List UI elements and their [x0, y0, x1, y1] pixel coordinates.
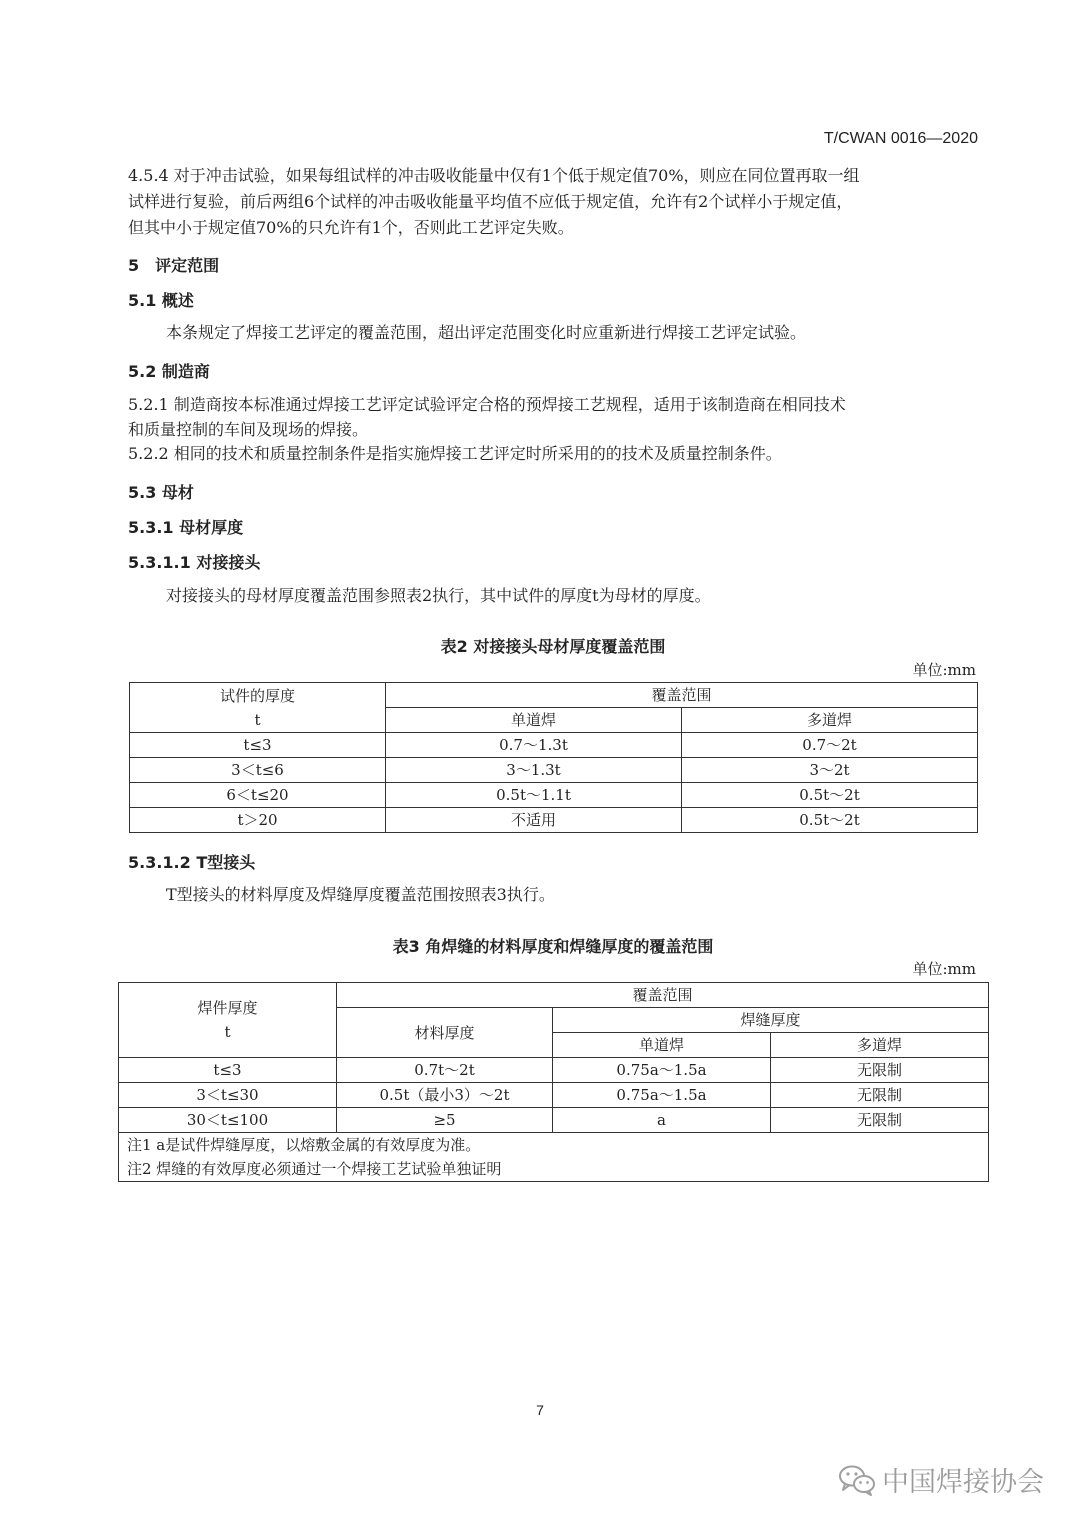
- clause-4-5-4-line-1: 4.5.4 对于冲击试验，如果每组试样的冲击吸收能量中仅有1个低于规定值70%，则应在同位置再取一组: [128, 166, 860, 185]
- section-5-3-heading: 5.3 母材: [128, 483, 194, 502]
- table2-cell-multi: 0.7～2t: [682, 733, 978, 758]
- table3-cell-single: 0.75a～1.5a: [553, 1058, 771, 1083]
- section-5-1-heading: 5.1 概述: [128, 291, 194, 310]
- table2-cell-single: 0.7～1.3t: [386, 733, 682, 758]
- table3-cell-multi: 无限制: [771, 1108, 989, 1133]
- table3-cell-single: a: [553, 1108, 771, 1133]
- section-5-3-1-2-heading: 5.3.1.2 T型接头: [128, 853, 256, 872]
- table3-cell-material: 0.5t（最小3）～2t: [337, 1083, 553, 1108]
- table3-cell-multi: 无限制: [771, 1058, 989, 1083]
- table2: [129, 682, 978, 833]
- document-code: T/CWAN 0016—2020: [823, 130, 978, 147]
- clause-4-5-4-line-2: 试样进行复验，前后两组6个试样的冲击吸收能量平均值不应低于规定值，允许有2个试样小于规定值，: [128, 192, 853, 211]
- table2-cell-single: 0.5t～1.1t: [386, 783, 682, 808]
- section-5-3-1-1-heading: 5.3.1.1 对接接头: [128, 553, 261, 572]
- table3-head-multi: 多道焊: [771, 1033, 989, 1058]
- clause-5-2-2: 5.2.2 相同的技术和质量控制条件是指实施焊接工艺评定时所采用的的技术及质量控制条件。: [128, 444, 782, 463]
- section-5-3-1-heading: 5.3.1 母材厚度: [128, 518, 244, 537]
- clause-4-5-4-line-3: 但其中小于规定值70%的只允许有1个，否则此工艺评定失败。: [128, 218, 574, 237]
- table3-head-single: 单道焊: [553, 1033, 771, 1058]
- table2-cell-single: 3～1.3t: [386, 758, 682, 783]
- table-row: [119, 1083, 989, 1108]
- wechat-icon: [838, 1464, 876, 1496]
- table-row: [130, 758, 978, 783]
- table2-head-multi: 多道焊: [682, 708, 978, 733]
- clause-5-2-1-line-1: 5.2.1 制造商按本标准通过焊接工艺评定试验评定合格的预焊接工艺规程，适用于该制造商在相同技术: [128, 395, 846, 414]
- section-5-3-1-1-text: 对接接头的母材厚度覆盖范围参照表2执行，其中试件的厚度t为母材的厚度。: [166, 586, 711, 605]
- table2-caption: 表2 对接接头母材厚度覆盖范围: [440, 637, 666, 656]
- table-row: [130, 783, 978, 808]
- table3: [118, 982, 989, 1182]
- section-5-1-text: 本条规定了焊接工艺评定的覆盖范围，超出评定范围变化时应重新进行焊接工艺评定试验。: [166, 323, 807, 342]
- section-5-2-heading: 5.2 制造商: [128, 362, 210, 381]
- table-row: [130, 808, 978, 833]
- table2-head-thickness: [130, 683, 386, 733]
- table-row: [119, 1058, 989, 1083]
- table3-cell-t: 30＜t≤100: [119, 1108, 337, 1133]
- table3-cell-single: 0.75a～1.5a: [553, 1083, 771, 1108]
- table-row: [130, 733, 978, 758]
- section-5-3-1-2-text: T型接头的材料厚度及焊缝厚度覆盖范围按照表3执行。: [166, 885, 555, 904]
- table3-note-2: 注2 焊缝的有效厚度必须通过一个焊接工艺试验单独证明: [119, 1157, 989, 1182]
- table3-cell-t: 3＜t≤30: [119, 1083, 337, 1108]
- table3-cell-t: t≤3: [119, 1058, 337, 1083]
- table2-cell-multi: 0.5t～2t: [682, 808, 978, 833]
- table2-unit: 单位:mm: [912, 661, 976, 679]
- table3-cell-multi: 无限制: [771, 1083, 989, 1108]
- table2-cell-single: 不适用: [386, 808, 682, 833]
- table3-cell-material: 0.7t～2t: [337, 1058, 553, 1083]
- table2-head-thickness-symbol: t: [254, 710, 261, 729]
- section-5-heading: 5 评定范围: [128, 256, 220, 275]
- table2-cell-t: 3＜t≤6: [130, 758, 386, 783]
- table3-head-material: 材料厚度: [337, 1008, 553, 1058]
- clause-5-2-1-line-2: 和质量控制的车间及现场的焊接。: [128, 420, 369, 439]
- table3-head-thickness: [119, 983, 337, 1058]
- page-number: 7: [536, 1402, 544, 1418]
- table3-note-1: 注1 a是试件焊缝厚度，以熔敷金属的有效厚度为准。: [119, 1133, 989, 1158]
- watermark: [838, 1460, 1044, 1499]
- table2-head-thickness-label: 试件的厚度: [219, 686, 295, 705]
- table-row: [119, 1108, 989, 1133]
- table3-cell-material: ≥5: [337, 1108, 553, 1133]
- table3-head-range: 覆盖范围: [337, 983, 989, 1008]
- table2-cell-t: t≤3: [130, 733, 386, 758]
- table3-head-weld: 焊缝厚度: [553, 1008, 989, 1033]
- table2-cell-t: t＞20: [130, 808, 386, 833]
- table3-head-thickness-symbol: t: [224, 1023, 231, 1041]
- watermark-text: 中国焊接协会: [882, 1467, 1044, 1498]
- table3-caption: 表3 角焊缝的材料厚度和焊缝厚度的覆盖范围: [392, 937, 714, 956]
- table2-cell-multi: 3～2t: [682, 758, 978, 783]
- table3-unit: 单位:mm: [912, 960, 976, 978]
- table2-cell-multi: 0.5t～2t: [682, 783, 978, 808]
- table2-head-single: 单道焊: [386, 708, 682, 733]
- table3-head-thickness-label: 焊件厚度: [197, 999, 258, 1017]
- table2-head-range: 覆盖范围: [386, 683, 978, 708]
- table2-cell-t: 6＜t≤20: [130, 783, 386, 808]
